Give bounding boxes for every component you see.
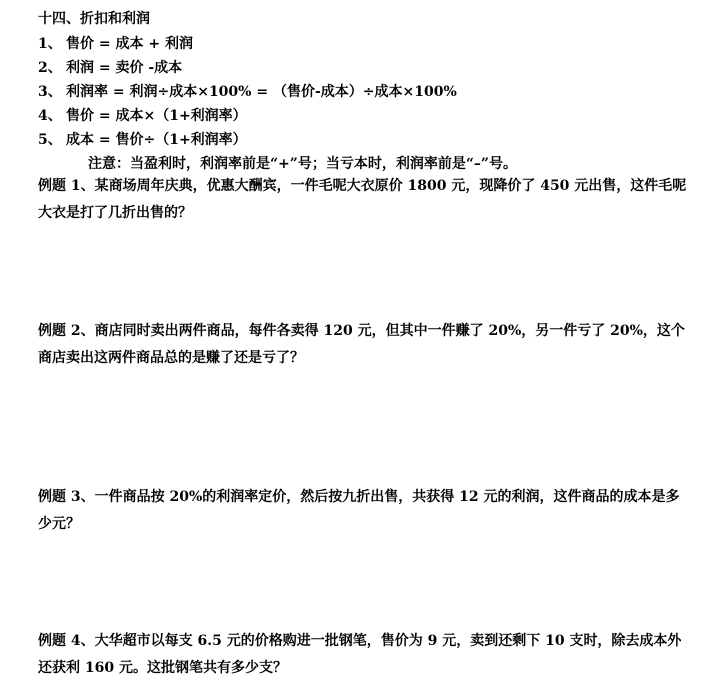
formula-text: 售价 = 成本×（1+利润率） — [66, 108, 247, 124]
formula-3 — [38, 81, 457, 103]
sign-note: 注意：当盈利时，利润率前是“+”号；当亏本时，利润率前是“–”号。 — [88, 156, 517, 172]
formula-1 — [38, 33, 193, 55]
example-1: 例题 1、某商场周年庆典，优惠大酬宾，一件毛呢大衣原价 1800 元，现降价了 450 元出售，这件毛呢大衣是打了几折出售的？ — [38, 178, 687, 221]
formula-text: 成本 = 售价÷（1+利润率） — [66, 132, 247, 148]
formula-2 — [38, 57, 182, 79]
formula-number: 2、 — [38, 60, 62, 76]
formula-number: 1、 — [38, 36, 62, 52]
formula-text: 利润 = 卖价 -成本 — [66, 60, 183, 76]
formula-text: 利润率 = 利润÷成本×100% = （售价-成本）÷成本×100% — [66, 84, 457, 100]
example-4: 例题 4、大华超市以每支 6.5 元的价格购进一批钢笔，售价为 9 元，卖到还剩下 10 支时，除去成本外还获利 160 元。这批钢笔共有多少支？ — [38, 633, 682, 676]
example-2: 例题 2、商店同时卖出两件商品，每件各卖得 120 元，但其中一件赚了 20%，另一件亏了 20%，这个商店卖出这两件商品总的是赚了还是亏了？ — [38, 323, 685, 366]
formula-number: 3、 — [38, 84, 62, 100]
section-title: 十四、折扣和利润 — [38, 11, 150, 27]
formula-4 — [38, 105, 247, 127]
formula-number: 4、 — [38, 108, 62, 124]
formula-number: 5、 — [38, 132, 62, 148]
example-3: 例题 3、一件商品按 20%的利润率定价，然后按九折出售，共获得 12 元的利润，这件商品的成本是多少元？ — [38, 489, 680, 532]
formula-text: 售价 = 成本 + 利润 — [66, 36, 193, 52]
formula-5 — [38, 129, 247, 151]
